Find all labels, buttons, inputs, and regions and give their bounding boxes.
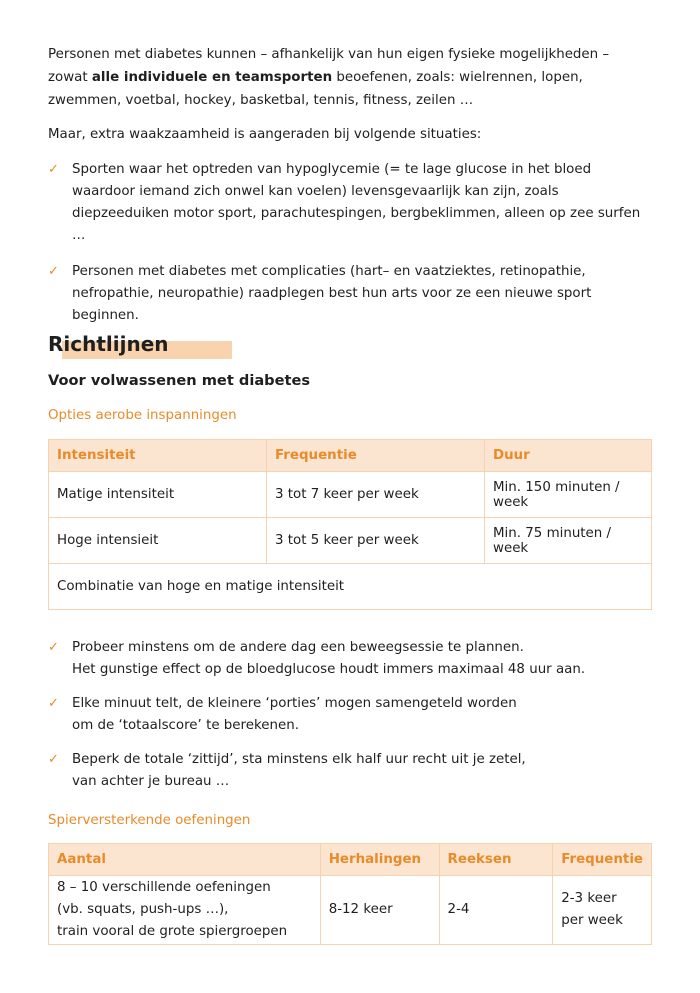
table-row xyxy=(49,564,652,610)
sub-heading: Voor volwassenen met diabetes xyxy=(48,372,311,389)
check-icon: ✓ xyxy=(48,696,59,711)
intro-text-after: beoefenen, zoals: wielrennen, lopen, zwemmen, voetbal, hockey, basketbal, tennis, fitness, zeilen … xyxy=(48,70,583,108)
list-item xyxy=(48,693,652,737)
cell-line: 8 – 10 verschillende oefeningen xyxy=(57,880,271,895)
cell-line: (vb. squats, push-ups …), xyxy=(57,902,229,917)
list-item-text: Personen met diabetes met complicaties (hart– en vaatziektes, retinopathie, nefropathie, neuropathie) raadplegen best hun arts voor ze een nieuwe sport beginnen. xyxy=(72,264,592,323)
check-icon: ✓ xyxy=(48,162,59,177)
table-row xyxy=(49,472,652,518)
section-heading: Richtlijnen xyxy=(48,332,169,356)
table-cell-herhalingen: 8-12 keer xyxy=(320,876,439,945)
header-duur: Duur xyxy=(485,440,652,472)
caution-text: Maar, extra waakzaamheid is aangeraden bij volgende situaties: xyxy=(48,127,482,142)
check-icon: ✓ xyxy=(48,752,59,767)
strength-table xyxy=(48,843,652,945)
situations-list xyxy=(48,159,652,327)
cell-line: train vooral de grote spiergroepen xyxy=(57,924,288,939)
table-cell: 3 tot 5 keer per week xyxy=(267,518,485,564)
list-item xyxy=(48,637,652,681)
header-intensiteit: Intensiteit xyxy=(49,440,267,472)
tips-list xyxy=(48,637,652,793)
check-icon: ✓ xyxy=(48,264,59,279)
header-herhalingen: Herhalingen xyxy=(320,844,439,876)
table-row xyxy=(49,518,652,564)
list-item xyxy=(48,261,652,327)
header-frequentie: Frequentie xyxy=(267,440,485,472)
table-cell: 3 tot 7 keer per week xyxy=(267,472,485,518)
list-item xyxy=(48,159,652,247)
table-cell-aantal xyxy=(49,876,321,945)
intro-bold: alle individuele en teamsporten xyxy=(91,70,333,85)
aerobic-table xyxy=(48,439,652,610)
table-cell: Min. 75 minuten / week xyxy=(485,518,652,564)
aerobic-label: Opties aerobe inspanningen xyxy=(48,408,237,423)
table-cell-reeksen: 2-4 xyxy=(439,876,553,945)
table-row xyxy=(49,876,652,945)
intro-text-before: Personen met diabetes kunnen – afhankelijk van hun eigen fysieke mogelijkheden – zowat xyxy=(48,47,610,85)
list-item-text: om de ‘totaalscore’ te berekenen. xyxy=(72,718,299,733)
list-item-text: Het gunstige effect op de bloedglucose houdt immers maximaal 48 uur aan. xyxy=(72,662,586,677)
intro-paragraph xyxy=(48,43,652,112)
header-reeksen: Reeksen xyxy=(439,844,553,876)
table-cell: Min. 150 minuten / week xyxy=(485,472,652,518)
list-item-text: van achter je bureau … xyxy=(72,774,230,789)
table-cell: Matige intensiteit xyxy=(49,472,267,518)
list-item-text: Sporten waar het optreden van hypoglycemie (= te lage glucose in het bloed waardoor iemand zich onwel kan voelen) levensgevaarlijk kan zijn, zoals diepzeeduiken motor sport, parachutespingen, bergbeklimmen, alleen op zee surfen … xyxy=(72,162,641,243)
table-header-row xyxy=(49,440,652,472)
heading-block xyxy=(48,330,169,358)
table-cell: Hoge intensieit xyxy=(49,518,267,564)
table-header-row xyxy=(49,844,652,876)
list-item-text: Beperk de totale ‘zittijd’, sta minstens elk half uur recht uit je zetel, xyxy=(72,752,526,767)
check-icon: ✓ xyxy=(48,640,59,655)
list-item-text: Probeer minstens om de andere dag een beweegsessie te plannen. xyxy=(72,640,524,655)
list-item xyxy=(48,749,652,793)
header-frequentie: Frequentie xyxy=(553,844,652,876)
list-item-text: Elke minuut telt, de kleinere ‘porties’ mogen samengeteld worden xyxy=(72,696,517,711)
header-aantal: Aantal xyxy=(49,844,321,876)
table-cell-combined: Combinatie van hoge en matige intensiteit xyxy=(49,564,652,610)
table-cell-frequentie: 2-3 keer per week xyxy=(553,876,652,945)
strength-label: Spierversterkende oefeningen xyxy=(48,813,251,828)
